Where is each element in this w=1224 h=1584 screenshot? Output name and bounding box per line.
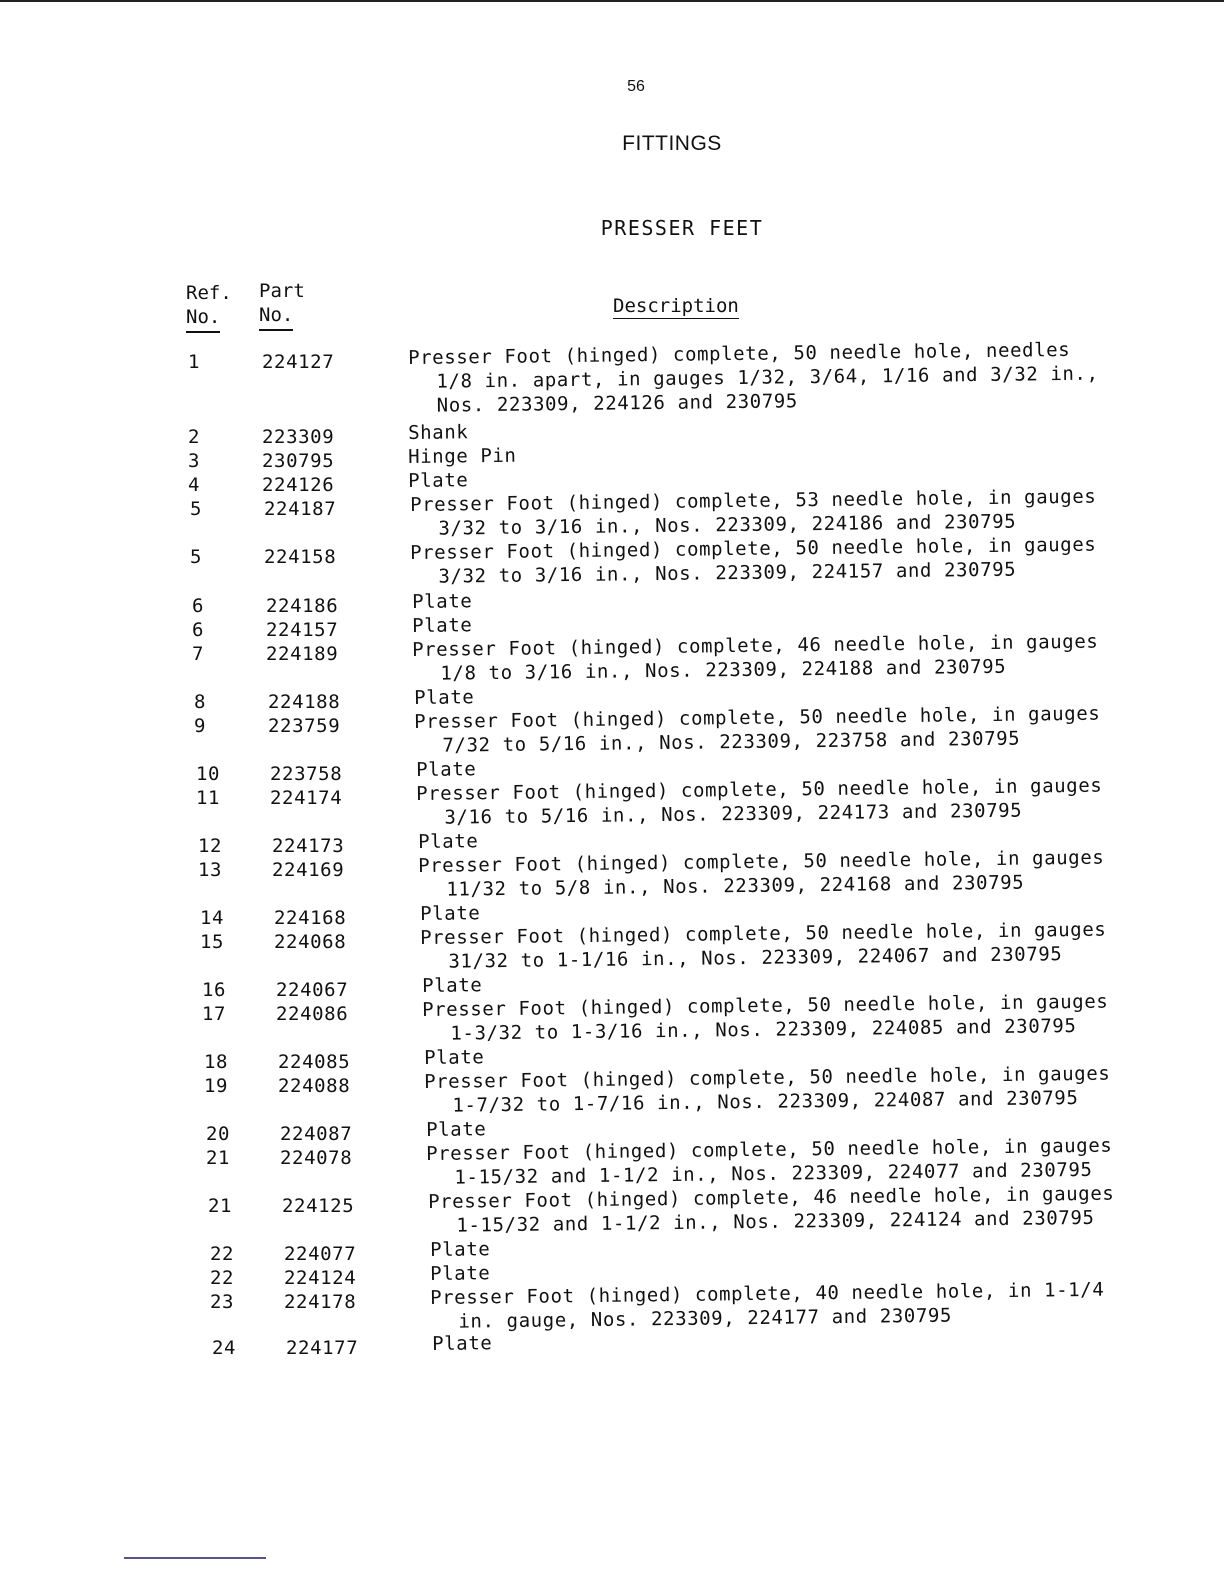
description-continuation-line: 3/32 to 3/16 in., Nos. 223309, 224186 and 230795 <box>438 510 1017 540</box>
part-description <box>410 484 1111 541</box>
part-number: 224177 <box>286 1337 359 1359</box>
part-number: 224087 <box>280 1123 353 1145</box>
part-description <box>422 989 1123 1046</box>
part-description <box>424 1061 1125 1118</box>
column-header-ref-line1: Ref. <box>186 282 232 304</box>
part-description <box>412 629 1113 686</box>
ref-number: 22 <box>210 1243 235 1265</box>
ref-number: 2 <box>188 426 201 448</box>
description-continuation-line: 1-15/32 and 1-1/2 in., Nos. 223309, 224124 and 230795 <box>456 1206 1095 1237</box>
description-continuation-line: Nos. 223309, 224126 and 230795 <box>436 390 799 417</box>
description-line: Plate <box>432 1332 493 1355</box>
part-number: 223759 <box>268 715 341 737</box>
column-header-description-label: Description <box>613 295 739 317</box>
description-line: Presser Foot (hinged) complete, 53 needle hole, in gauges <box>410 485 1097 516</box>
part-number: 224158 <box>264 546 337 568</box>
part-number: 223758 <box>270 763 343 785</box>
description-line: Shank <box>408 421 469 444</box>
description-line: Plate <box>418 830 479 853</box>
ref-number: 21 <box>206 1147 231 1169</box>
description-continuation-line: 7/32 to 5/16 in., Nos. 223309, 223758 and 230795 <box>442 727 1021 757</box>
part-number: 224174 <box>270 787 343 809</box>
description-line: Plate <box>408 469 469 492</box>
ref-number: 9 <box>194 715 207 737</box>
description-continuation-line: 1-7/32 to 1-7/16 in., Nos. 223309, 224087 and 230795 <box>452 1087 1079 1117</box>
description-continuation-line: in. gauge, Nos. 223309, 224177 and 230795 <box>458 1304 953 1333</box>
part-description <box>428 1181 1129 1238</box>
description-line: Presser Foot (hinged) complete, 50 needle hole, in gauges <box>424 1062 1111 1093</box>
ref-number: 1 <box>188 351 201 373</box>
description-line: Plate <box>416 758 477 781</box>
page-number: 56 <box>627 78 645 95</box>
description-line: Presser Foot (hinged) complete, 50 needle hole, in gauges <box>426 1134 1113 1165</box>
description-line: Presser Foot (hinged) complete, 50 needle hole, needles <box>408 338 1071 369</box>
description-line: Presser Foot (hinged) complete, 46 needle hole, in gauges <box>412 630 1099 661</box>
column-header-ref-line2: No. <box>186 305 220 333</box>
ref-number: 21 <box>208 1195 233 1217</box>
part-number: 224127 <box>262 351 335 373</box>
part-description <box>420 917 1121 974</box>
description-line: Plate <box>414 686 475 709</box>
ref-number: 3 <box>188 450 201 472</box>
description-line: Presser Foot (hinged) complete, 50 needle hole, in gauges <box>410 533 1097 564</box>
description-line: Plate <box>412 614 473 637</box>
ref-number: 23 <box>210 1291 235 1313</box>
part-number: 224078 <box>280 1147 353 1169</box>
ref-number: 19 <box>204 1075 229 1097</box>
ref-number: 22 <box>210 1267 235 1289</box>
description-line: Plate <box>424 1046 485 1069</box>
footnote-rule <box>124 1557 266 1559</box>
part-number: 224085 <box>278 1051 351 1073</box>
part-description <box>426 1133 1127 1190</box>
ref-number: 11 <box>196 787 221 809</box>
part-number: 224189 <box>266 643 339 665</box>
part-number: 224173 <box>272 835 345 857</box>
description-line: Plate <box>412 590 473 613</box>
description-continuation-line: 31/32 to 1-1/16 in., Nos. 223309, 224067 and 230795 <box>448 943 1063 973</box>
description-line: Plate <box>430 1262 491 1285</box>
description-line: Plate <box>422 974 483 997</box>
description-continuation-line: 11/32 to 5/8 in., Nos. 223309, 224168 and 230795 <box>446 871 1025 901</box>
ref-number: 20 <box>206 1123 231 1145</box>
description-line: Presser Foot (hinged) complete, 50 needle hole, in gauges <box>420 918 1107 949</box>
description-line: Presser Foot (hinged) complete, 46 needle hole, in gauges <box>428 1182 1115 1213</box>
part-number: 224077 <box>284 1243 357 1265</box>
part-description <box>410 532 1111 589</box>
part-number: 224124 <box>284 1267 357 1289</box>
description-line: Presser Foot (hinged) complete, 50 needle hole, in gauges <box>416 774 1103 805</box>
description-continuation-line: 1/8 in. apart, in gauges 1/32, 3/64, 1/16 and 3/32 in., <box>436 362 1099 393</box>
part-number: 230795 <box>262 450 335 472</box>
ref-number: 5 <box>190 546 203 568</box>
description-line: Presser Foot (hinged) complete, 40 needle hole, in 1-1/4 <box>430 1278 1105 1309</box>
description-line: Presser Foot (hinged) complete, 50 needle hole, in gauges <box>414 702 1101 733</box>
part-number: 224157 <box>266 619 339 641</box>
ref-number: 14 <box>200 907 225 929</box>
part-number: 224088 <box>278 1075 351 1097</box>
part-number: 224125 <box>282 1195 355 1217</box>
ref-number: 8 <box>194 691 207 713</box>
ref-number: 15 <box>200 931 225 953</box>
ref-number: 5 <box>190 498 203 520</box>
description-line: Hinge Pin <box>408 444 517 468</box>
description-line: Presser Foot (hinged) complete, 50 needle hole, in gauges <box>418 846 1105 877</box>
description-continuation-line: 3/16 to 5/16 in., Nos. 223309, 224173 and 230795 <box>444 799 1023 829</box>
description-line: Plate <box>430 1238 491 1261</box>
ref-number: 12 <box>198 835 223 857</box>
description-line: Plate <box>420 902 481 925</box>
part-description <box>418 845 1119 902</box>
column-header-part-line1: Part <box>259 280 305 302</box>
ref-number: 16 <box>202 979 227 1001</box>
part-number: 224086 <box>276 1003 349 1025</box>
ref-number: 18 <box>204 1051 229 1073</box>
description-continuation-line: 3/32 to 3/16 in., Nos. 223309, 224157 and 230795 <box>438 558 1017 588</box>
part-number: 224068 <box>274 931 347 953</box>
ref-number: 24 <box>212 1337 237 1359</box>
part-number: 224168 <box>274 907 347 929</box>
part-number: 224187 <box>264 498 337 520</box>
part-description <box>416 773 1117 830</box>
ref-number: 4 <box>188 474 201 496</box>
column-header-part-line2: No. <box>259 303 293 331</box>
part-number: 224186 <box>266 595 339 617</box>
section-title: FITTINGS <box>622 132 722 155</box>
description-continuation-line: 1-15/32 and 1-1/2 in., Nos. 223309, 224077 and 230795 <box>454 1158 1093 1189</box>
part-description <box>414 701 1115 758</box>
part-number: 224188 <box>268 691 341 713</box>
part-number: 224169 <box>272 859 345 881</box>
part-number: 224067 <box>276 979 349 1001</box>
ref-number: 13 <box>198 859 223 881</box>
description-continuation-line: 1/8 to 3/16 in., Nos. 223309, 224188 and 230795 <box>440 655 1007 685</box>
ref-number: 6 <box>192 619 205 641</box>
description-line: Presser Foot (hinged) complete, 50 needle hole, in gauges <box>422 990 1109 1021</box>
part-number: 224178 <box>284 1291 357 1313</box>
ref-number: 10 <box>196 763 221 785</box>
ref-number: 7 <box>192 643 205 665</box>
ref-number: 17 <box>202 1003 227 1025</box>
description-continuation-line: 1-3/32 to 1-3/16 in., Nos. 223309, 224085 and 230795 <box>450 1015 1077 1045</box>
part-number: 224126 <box>262 474 335 496</box>
part-number: 223309 <box>262 426 335 448</box>
part-description <box>408 337 1109 418</box>
description-line: Plate <box>426 1118 487 1141</box>
subsection-title: PRESSER FEET <box>600 216 764 240</box>
ref-number: 6 <box>192 595 205 617</box>
